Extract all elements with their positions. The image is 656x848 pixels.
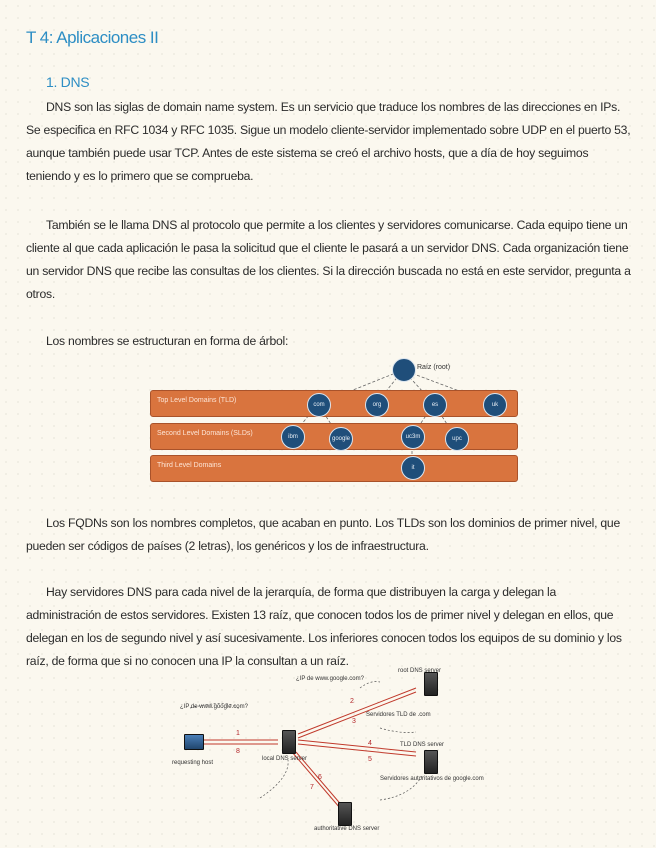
root-node-label: Raíz (root) [417, 364, 451, 371]
step-8: 8 [236, 748, 240, 755]
authoritative-dns-server-label: authoritative DNS server [314, 826, 380, 832]
band-third-label: Third Level Domains [157, 462, 222, 469]
paragraph-dns-protocol: También se le llama DNS al protocolo que permite a los clientes y servidores comunicarse. Cada equipo tiene un cliente al que cada aplicación le pasa la solicitud que el cliente le pasará a un servidor DNS. Cada organización tiene un servidor DNS que recibe las consultas de los clientes. Si la dirección buscada no está en este servidor, pregunta a otros. [26, 218, 631, 301]
tree-node-uk: uk [483, 393, 507, 417]
paragraph-server-hierarchy: Hay servidores DNS para cada nivel de la jerarquía, de forma que distribuyen la carga y delegan la administración de estos servidores. Existen 13 raíz, que conocen todos los de primer nivel y delegan en ellos, que delegan en los de segundo nivel y así sucesivamente. Los inferiores conocen todos los equipos de su dominio y los raíz, de forma que si no conocen una IP la consultan a un raíz. [26, 585, 622, 668]
response-label-tld: Servidores TLD de .com [366, 712, 431, 718]
step-1: 1 [236, 730, 240, 737]
tree-node-google: google [329, 427, 353, 451]
tree-node-com: com [307, 393, 331, 417]
step-5: 5 [368, 756, 372, 763]
step-3: 3 [352, 718, 356, 725]
query-label-1: ¿IP de www.google.com? [180, 704, 248, 710]
step-2: 2 [350, 698, 354, 705]
local-dns-server-label: local DNS server [262, 756, 308, 762]
query-label-2: ¿IP de www.google.com? [296, 676, 364, 682]
root-dns-server-label: root DNS server [398, 668, 442, 674]
response-label-auth: Servidores autoritativos de google.com [380, 776, 484, 782]
band-third [150, 455, 518, 482]
dns-resolution-diagram [170, 668, 484, 848]
tld-dns-server-icon [424, 750, 438, 774]
tree-node-ibm: ibm [281, 425, 305, 449]
root-dns-server-icon [424, 672, 438, 696]
tree-node-upc: upc [445, 427, 469, 451]
tree-node-org: org [365, 393, 389, 417]
tree-node-it: it [401, 456, 425, 480]
step-4: 4 [368, 740, 372, 747]
band-tld [150, 390, 518, 417]
requesting-host-label: requesting host [172, 760, 214, 766]
step-6: 6 [318, 774, 322, 781]
tld-dns-server-label: TLD DNS server [400, 742, 445, 748]
band-sld-label: Second Level Domains (SLDs) [157, 430, 253, 437]
local-dns-server-icon [282, 730, 296, 754]
tree-node-uc3m: uc3m [401, 425, 425, 449]
authoritative-dns-server-icon [338, 802, 352, 826]
paragraph-fqdn: Los FQDNs son los nombres completos, que acaban en punto. Los TLDs son los dominios de primer nivel, que pueden ser códigos de países (2 letras), los genéricos y los de infraestructura. [26, 516, 620, 553]
page-title: T 4: Aplicaciones II [26, 28, 159, 47]
tree-node-es: es [423, 393, 447, 417]
band-tld-label: Top Level Domains (TLD) [157, 397, 237, 404]
paragraph-tree-intro: Los nombres se estructuran en forma de árbol: [46, 334, 289, 348]
paragraph-dns-intro: DNS son las siglas de domain name system. Es un servicio que traduce los nombres de las direcciones en IPs. Se especifica en RFC 1034 y RFC 1035. Sigue un modelo cliente-servidor implementado sobre UDP en el puerto 53, aunque también puede usar TCP. Antes de este sistema se creó el archivo hosts, que a día de hoy seguimos teniendo y es lo primero que se comprueba. [26, 100, 631, 183]
step-7: 7 [310, 784, 314, 791]
section-heading: 1. DNS [46, 74, 90, 90]
domain-tree-diagram [148, 356, 518, 486]
root-node [392, 358, 416, 382]
computer-icon [184, 734, 204, 750]
